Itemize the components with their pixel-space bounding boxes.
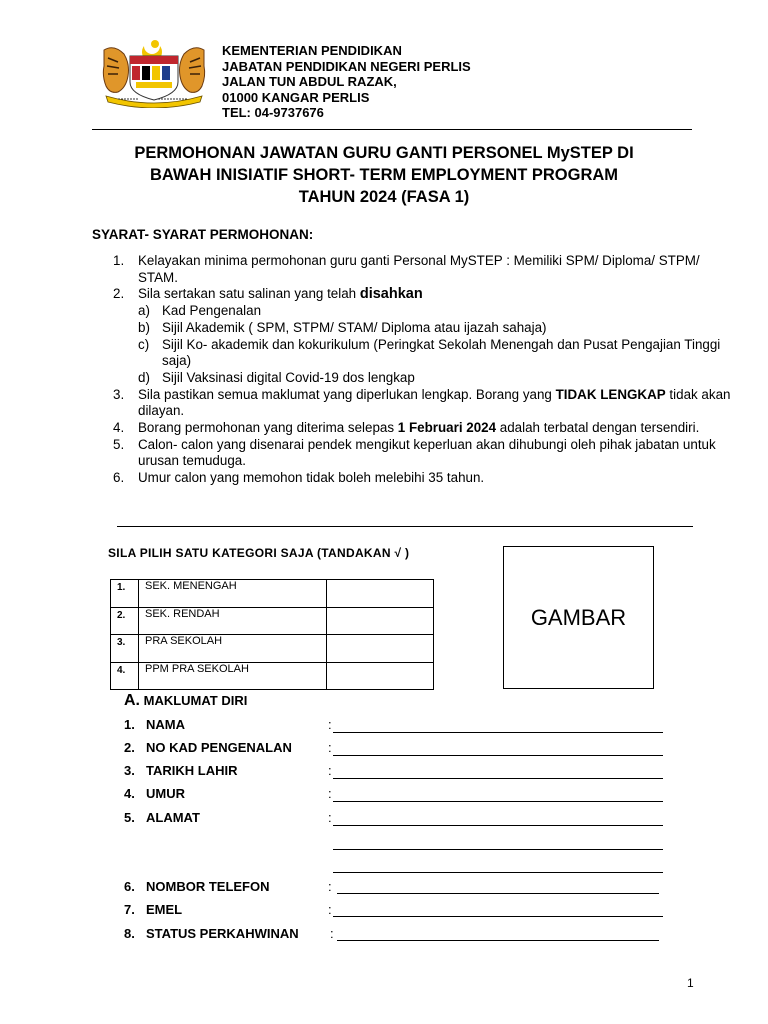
field-tarikh-lahir	[124, 763, 237, 778]
category-label: SEK. RENDAH	[139, 607, 327, 635]
requirement-item	[113, 436, 738, 470]
requirement-item	[113, 286, 738, 386]
alamat-input-line-3[interactable]	[333, 872, 663, 873]
item-text: Kelayakan minima permohonan guru ganti Personal MySTEP : Memiliki SPM/ Diploma/ STPM/ STAM.	[138, 253, 700, 285]
field-label: ALAMAT	[146, 810, 200, 825]
field-telefon	[124, 879, 270, 894]
requirement-item	[113, 386, 738, 420]
field-nama	[124, 717, 185, 732]
header-line: JABATAN PENDIDIKAN NEGERI PERLIS	[222, 58, 471, 74]
sub-item	[138, 319, 738, 337]
category-checkbox-cell[interactable]	[327, 662, 434, 690]
field-label: NOMBOR TELEFON	[146, 879, 270, 894]
sub-letter: c)	[138, 336, 150, 352]
header-line: JALAN TUN ABDUL RAZAK,	[222, 74, 397, 90]
item-bold-text: 1 Februari 2024	[397, 420, 497, 436]
header-line: TEL: 04-9737676	[222, 105, 324, 121]
item-bold-text: disahkan	[359, 286, 423, 303]
sub-text: Kad Pengenalan	[162, 303, 262, 319]
sub-item	[138, 303, 738, 320]
category-checkbox-cell[interactable]	[327, 635, 434, 663]
sub-item	[138, 369, 738, 387]
category-label: PPM PRA SEKOLAH	[139, 662, 327, 690]
sub-text: Sijil Akademik ( SPM, STPM/ STAM/ Diploma atau ijazah sahaja)	[162, 319, 547, 335]
item-number: 4.	[113, 420, 125, 436]
section-divider	[117, 526, 693, 527]
field-alamat	[124, 810, 200, 825]
field-number: 2.	[124, 740, 135, 755]
field-number: 7.	[124, 902, 135, 917]
requirement-item	[113, 253, 738, 286]
sub-letter: d)	[138, 369, 150, 385]
category-row	[111, 580, 434, 608]
category-label: SEK. MENENGAH	[139, 580, 327, 608]
title-line: TAHUN 2024 (FASA 1)	[298, 188, 470, 206]
category-number: 1.	[111, 580, 139, 608]
ic-input-line[interactable]	[333, 755, 663, 756]
section-title: MAKLUMAT DIRI	[143, 693, 248, 708]
tarikh-lahir-input-line[interactable]	[333, 778, 663, 779]
category-row	[111, 607, 434, 635]
item-number: 1.	[113, 253, 125, 268]
alamat-input-line-2[interactable]	[333, 849, 663, 850]
field-colon: :	[328, 740, 332, 755]
field-label: EMEL	[146, 902, 183, 917]
category-number: 4.	[111, 662, 139, 690]
field-colon: :	[330, 926, 334, 941]
item-text: Calon- calon yang disenarai pendek mengikut keperluan akan dihubungi oleh pihak jabatan untuk urusan temuduga.	[138, 436, 716, 469]
sub-text: Sijil Ko- akademik dan kokurikulum (Peringkat Sekolah Menengah dan Pusat Pengajian Tinggi saja)	[162, 336, 721, 369]
field-number: 3.	[124, 763, 135, 778]
field-number: 6.	[124, 879, 135, 894]
header-line: 01000 KANGAR PERLIS	[222, 89, 370, 105]
category-label: PRA SEKOLAH	[139, 635, 327, 663]
field-emel	[124, 902, 182, 917]
field-label: STATUS PERKAHWINAN	[146, 926, 299, 941]
title-line: PERMOHONAN JAWATAN GURU GANTI PERSONEL MySTEP DI	[134, 144, 634, 162]
category-table	[110, 579, 434, 690]
category-checkbox-cell[interactable]	[327, 580, 434, 608]
nama-input-line[interactable]	[333, 732, 663, 733]
title-line: BAWAH INISIATIF SHORT- TERM EMPLOYMENT PROGRAM	[149, 166, 619, 184]
requirement-item	[113, 470, 738, 487]
category-row	[111, 635, 434, 663]
field-label: UMUR	[146, 786, 185, 801]
umur-input-line[interactable]	[333, 801, 663, 802]
item-text: Umur calon yang memohon tidak boleh melebihi 35 tahun.	[138, 470, 485, 486]
telefon-input-line[interactable]	[337, 893, 659, 894]
item-text: Sila sertakan satu salinan yang telah	[138, 286, 360, 302]
category-number: 3.	[111, 635, 139, 663]
field-number: 8.	[124, 926, 135, 941]
field-number: 4.	[124, 786, 135, 801]
field-status	[124, 926, 299, 941]
header-address	[222, 43, 471, 121]
category-heading: SILA PILIH SATU KATEGORI SAJA (TANDAKAN √ )	[108, 546, 410, 560]
sub-letter: a)	[138, 303, 150, 319]
field-colon: :	[328, 902, 332, 917]
item-number: 5.	[113, 436, 125, 452]
sub-item	[138, 336, 738, 370]
field-ic	[124, 740, 292, 755]
status-input-line[interactable]	[337, 940, 659, 941]
field-label: NAMA	[146, 717, 185, 732]
sub-letter: b)	[138, 319, 150, 335]
item-number: 3.	[113, 386, 125, 402]
field-colon: :	[328, 879, 332, 894]
malaysia-coat-of-arms-icon	[98, 36, 210, 108]
item-number: 2.	[113, 286, 125, 302]
item-text: tidak akan dilayan.	[138, 386, 731, 419]
item-text: Borang permohonan yang diterima selepas	[138, 420, 398, 436]
item-text: adalah terbatal dengan tersendiri.	[496, 420, 700, 436]
field-colon: :	[328, 763, 332, 778]
field-colon: :	[328, 786, 332, 801]
sub-list	[138, 303, 738, 387]
field-colon: :	[328, 717, 332, 732]
field-colon: :	[328, 810, 332, 825]
photo-box-label: GAMBAR	[530, 605, 627, 630]
requirements-heading: SYARAT- SYARAT PERMOHONAN:	[92, 227, 314, 242]
header-line: KEMENTERIAN PENDIDIKAN	[222, 43, 402, 58]
item-bold-text: TIDAK LENGKAP	[555, 386, 666, 402]
item-number: 6.	[113, 470, 125, 486]
field-number: 5.	[124, 810, 135, 825]
page-title	[84, 142, 684, 208]
page-number: 1	[687, 976, 694, 990]
field-label: NO KAD PENGENALAN	[146, 740, 292, 755]
section-letter: A.	[124, 692, 140, 709]
field-number: 1.	[124, 717, 135, 732]
field-umur	[124, 786, 185, 801]
item-text: Sila pastikan semua maklumat yang diperlukan lengkap. Borang yang	[138, 386, 556, 402]
section-a-heading	[124, 692, 247, 710]
field-label: TARIKH LAHIR	[146, 763, 238, 778]
category-number: 2.	[111, 607, 139, 635]
category-row	[111, 662, 434, 690]
photo-box[interactable]	[503, 546, 654, 689]
requirements-list	[92, 253, 738, 487]
emel-input-line[interactable]	[333, 916, 663, 917]
category-checkbox-cell[interactable]	[327, 607, 434, 635]
header-divider	[92, 129, 692, 130]
sub-text: Sijil Vaksinasi digital Covid-19 dos lengkap	[162, 369, 415, 385]
requirement-item	[113, 420, 738, 437]
alamat-input-line-1[interactable]	[333, 825, 663, 826]
